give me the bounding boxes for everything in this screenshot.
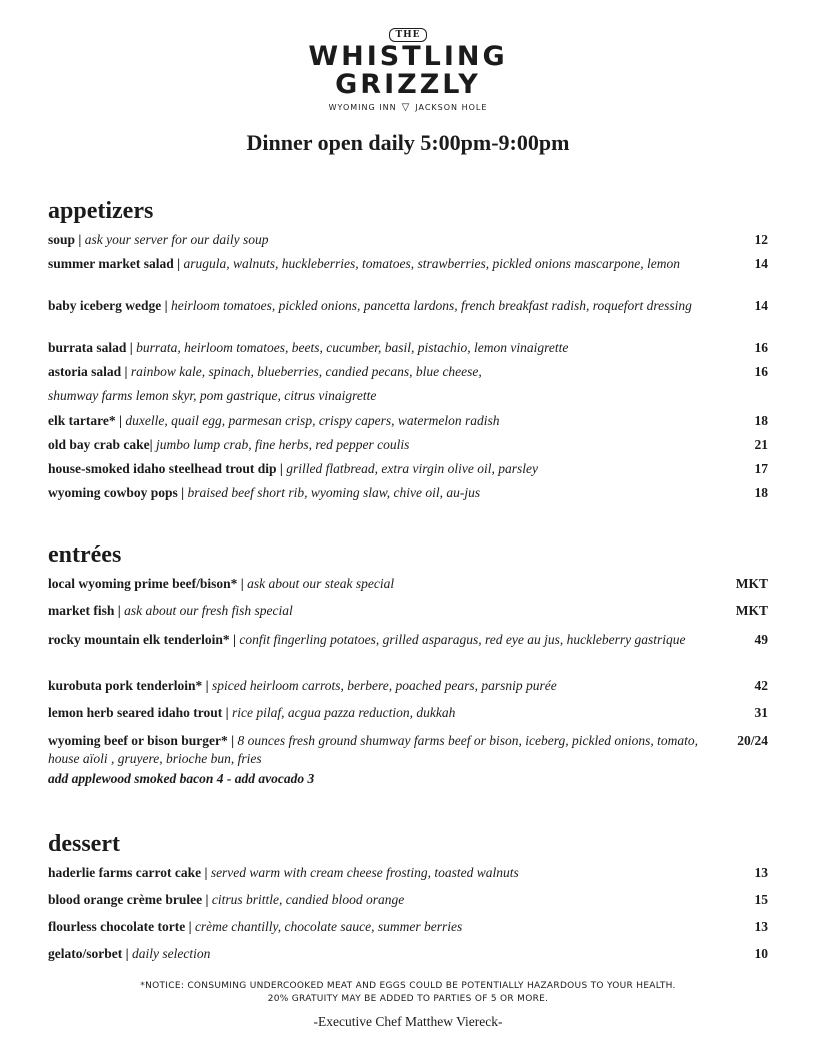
price: 14 — [754, 298, 768, 313]
section-title-dessert: dessert — [48, 831, 120, 857]
price: 49 — [754, 632, 768, 647]
bear-mark-icon: ▽ — [401, 101, 411, 113]
burger-addon-note: add applewood smoked bacon 4 - add avocado 3 — [48, 771, 315, 786]
menu-item: house-smoked idaho steelhead trout dip | grilled flatbread, extra virgin olive oil, parsley 17 — [48, 461, 768, 476]
menu-item: blood orange crème brulee | citrus brittle, candied blood orange 15 — [48, 892, 768, 907]
menu-item: baby iceberg wedge | heirloom tomatoes, pickled onions, pancetta lardons, french breakfast radish, roquefort dressing 14 — [48, 298, 768, 313]
logo-subtitle — [0, 103, 816, 112]
health-notice — [0, 980, 816, 1006]
dinner-hours: Dinner open daily 5:00pm-9:00pm — [246, 130, 570, 155]
price: MKT — [735, 576, 768, 591]
menu-item: local wyoming prime beef/bison* | ask about our steak special MKT — [48, 576, 768, 591]
price: 12 — [754, 232, 768, 247]
notice-line-1: *NOTICE: CONSUMING UNDERCOOKED MEAT AND EGGS COULD BE POTENTIALLY HAZARDOUS TO YOUR HEALTH. — [140, 981, 676, 991]
menu-item: gelato/sorbet | daily selection 10 — [48, 946, 768, 961]
menu-item: wyoming beef or bison burger* | 8 ounces fresh ground shumway farms beef or bison, iceberg, pickled onions, tomato, house aïoli , gruyere, brioche bun, fries 20/24 — [48, 733, 768, 766]
logo-the: THE — [389, 28, 426, 42]
price: 18 — [754, 413, 768, 428]
price: MKT — [735, 603, 768, 618]
chef-signature: -Executive Chef Matthew Viereck- — [313, 1014, 503, 1029]
menu-item: old bay crab cake| jumbo lump crab, fine herbs, red pepper coulis 21 — [48, 437, 768, 452]
price: 18 — [754, 485, 768, 500]
section-title-entrees: entrées — [48, 542, 122, 568]
price: 16 — [754, 340, 768, 355]
price: 42 — [754, 678, 768, 693]
price: 10 — [754, 946, 768, 961]
price: 15 — [754, 892, 768, 907]
menu-item: lemon herb seared idaho trout | rice pilaf, acgua pazza reduction, dukkah 31 — [48, 705, 768, 720]
menu-item: summer market salad | arugula, walnuts, huckleberries, tomatoes, strawberries, pickled onions mascarpone, lemon 14 — [48, 256, 768, 271]
menu-item: wyoming cowboy pops | braised beef short rib, wyoming slaw, chive oil, au-jus 18 — [48, 485, 768, 500]
price: 13 — [754, 919, 768, 934]
price: 20/24 — [737, 733, 768, 748]
price: 21 — [754, 437, 768, 452]
logo-location-right: JACKSON HOLE — [415, 103, 488, 112]
menu-item: haderlie farms carrot cake | served warm with cream cheese frosting, toasted walnuts 13 — [48, 865, 768, 880]
menu-item: rocky mountain elk tenderloin* | confit fingerling potatoes, grilled asparagus, red eye au jus, huckleberry gastrique 49 — [48, 632, 768, 647]
menu-item: burrata salad | burrata, heirloom tomatoes, beets, cucumber, basil, pistachio, lemon vinaigrette 16 — [48, 340, 768, 355]
section-title-appetizers: appetizers — [48, 198, 154, 224]
logo-location-left: WYOMING INN — [328, 103, 397, 112]
price: 31 — [754, 705, 768, 720]
price: 13 — [754, 865, 768, 880]
menu-item: elk tartare* | duxelle, quail egg, parmesan crisp, crispy capers, watermelon radish 18 — [48, 413, 768, 428]
price: 14 — [754, 256, 768, 271]
notice-line-2: 20% GRATUITY MAY BE ADDED TO PARTIES OF 5 OR MORE. — [267, 994, 549, 1004]
menu-item: market fish | ask about our fresh fish special MKT — [48, 603, 768, 618]
price: 16 — [754, 364, 768, 379]
logo-whistling: WHISTLING — [308, 41, 508, 72]
menu-item: flourless chocolate torte | crème chantilly, chocolate sauce, summer berries 13 — [48, 919, 768, 934]
restaurant-logo — [0, 22, 816, 112]
menu-item: soup | ask your server for our daily soup 12 — [48, 232, 768, 247]
menu-item: kurobuta pork tenderloin* | spiced heirloom carrots, berbere, poached pears, parsnip purée 42 — [48, 678, 768, 693]
price: 17 — [754, 461, 768, 476]
logo-grizzly: GRIZZLY — [335, 69, 481, 100]
menu-item: astoria salad | rainbow kale, spinach, blueberries, candied pecans, blue cheese, shumway farms lemon skyr, pom gastrique, citrus vinaigrette 16 — [48, 364, 768, 403]
